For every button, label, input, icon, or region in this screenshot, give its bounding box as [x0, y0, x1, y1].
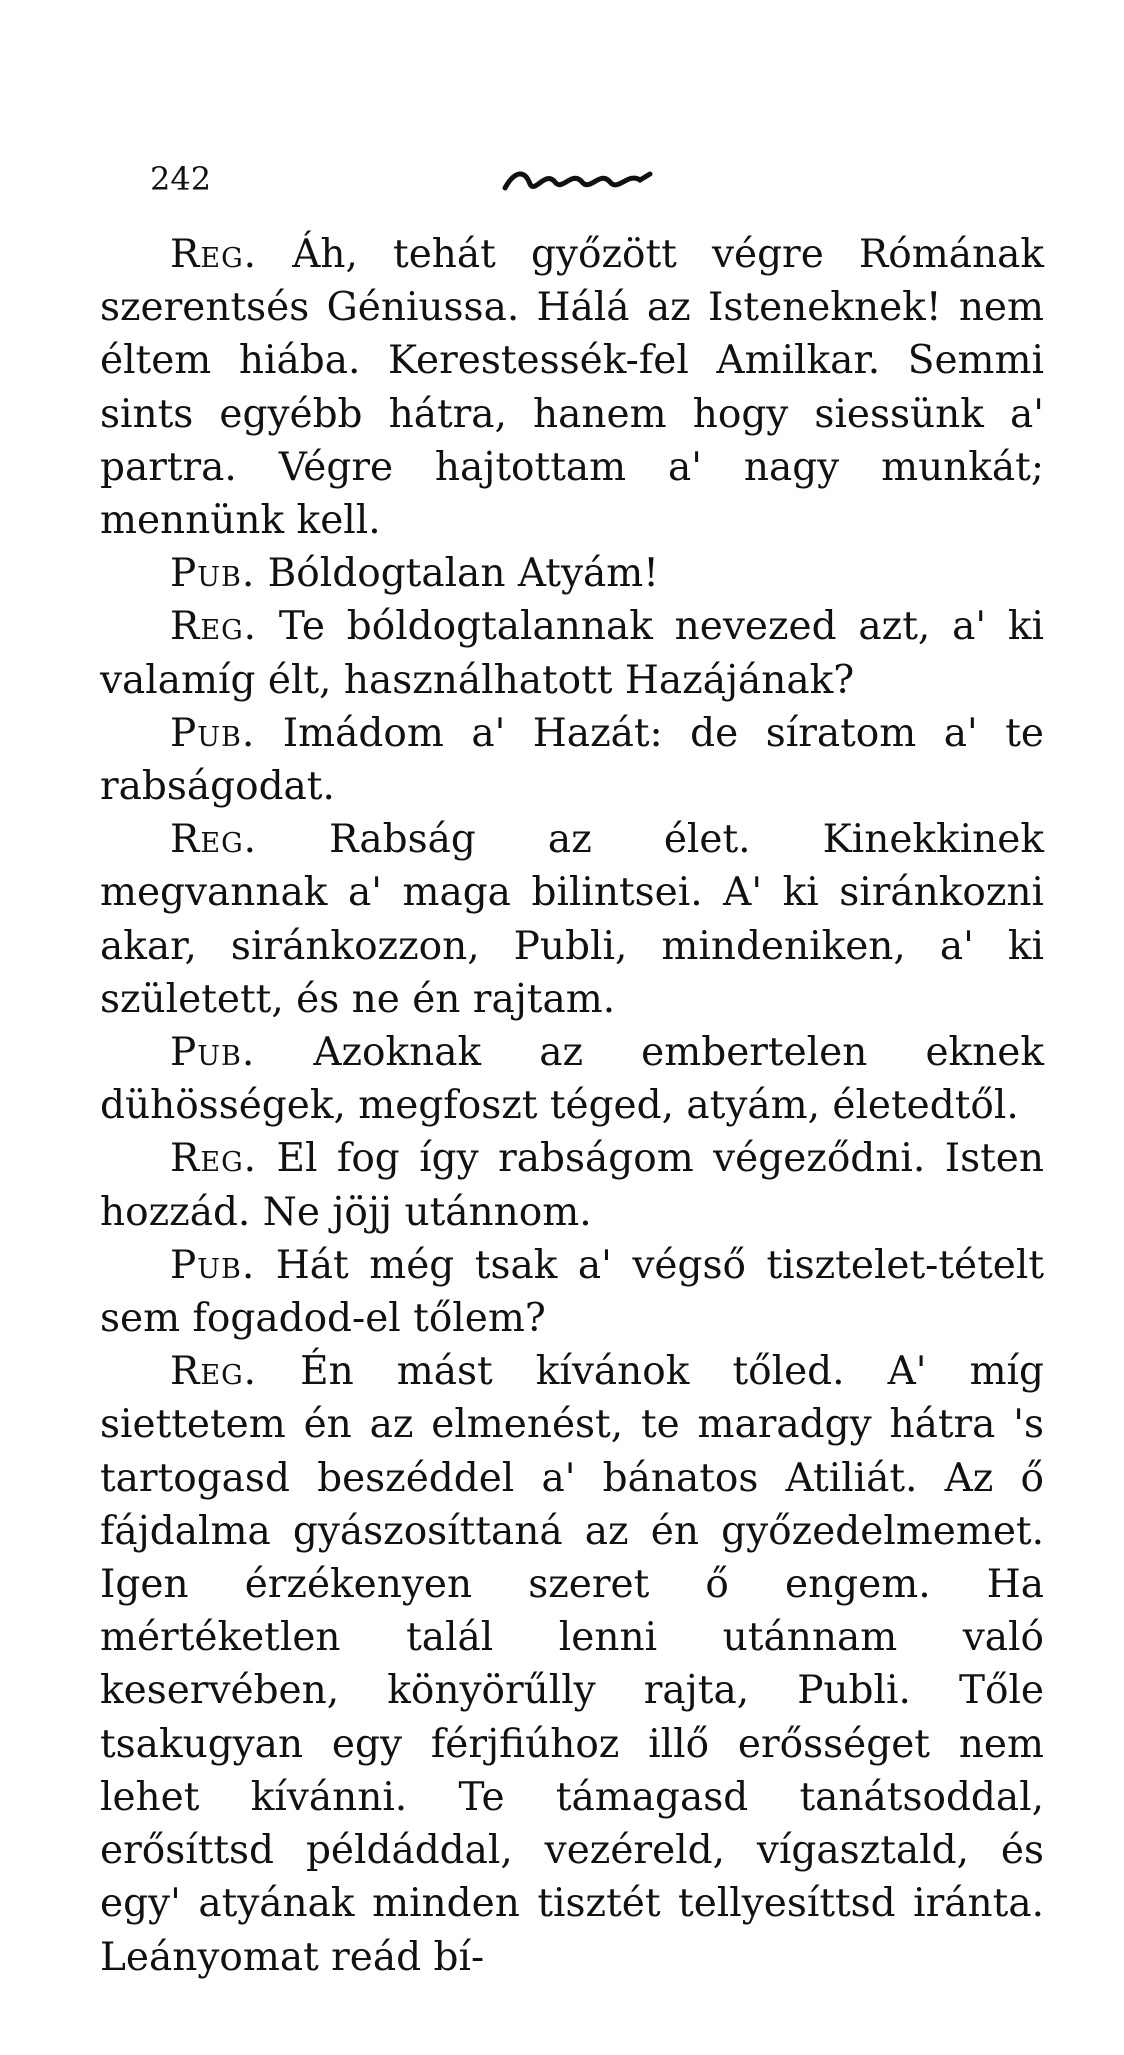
speaker-label: Pub. — [170, 710, 256, 756]
dialogue-paragraph — [100, 1345, 1044, 1983]
page-header — [100, 150, 1044, 210]
speaker-label: Reg. — [170, 1349, 258, 1395]
dialogue-text: Én mást kívánok tőled. A' míg siettetem én az elmenést, te maradgy hátra 's tartogasd beszéddel a' bánatos Atiliát. Az ő fájdalma gyászosíttaná az én győzedelmemet. Igen érzékenyen szeret ő engem. Ha mértéketlen talál lenni utánnam való keservében, könyörűlly rajta, Publi. Tőle tsakugyan egy férjfiúhoz illő erősséget nem lehet kívánni. Te támagasd tanátsoddal, erősíttsd példáddal, vezéreld, vígasztald, és egy' atyának minden tisztét tellyesíttsd iránta. Leányomat reád bí- — [100, 1349, 1044, 1980]
dialogue-text: Rabság az élet. Kinekkinek megvannak a' maga bilintsei. A' ki siránkozni akar, siránkozzon, Publi, mindeniken, a' ki született, és ne én rajtam. — [100, 817, 1044, 1022]
dialogue-text: Imádom a' Hazát: de síratom a' te rabságodat. — [100, 710, 1044, 810]
dialogue-paragraph — [100, 1132, 1044, 1238]
speaker-label: Reg. — [170, 604, 258, 650]
dialogue-paragraph — [100, 1239, 1044, 1345]
dialogue-paragraph — [100, 228, 1044, 547]
dialogue-text: Hát még tsak a' végső tisztelet-tételt sem fogadod-el tőlem? — [100, 1242, 1044, 1342]
dialogue-text: Bóldogtalan Atyám! — [267, 551, 659, 597]
speaker-label: Reg. — [170, 232, 258, 277]
dialogue-paragraph — [100, 600, 1044, 706]
dialogue-text: El fog így rabságom végeződni. Isten hozzád. Ne jöjj utánnom. — [100, 1136, 1044, 1235]
dialogue-paragraph — [100, 707, 1044, 813]
dialogue-text: Áh, tehát győzött végre Rómának szerentsés Géniussa. Hálá az Isteneknek! nem éltem hiába. Kerestessék-fel Amilkar. Semmi sints egyébb hátra, hanem hogy siessünk a' partra. Végre hajtottam a' nagy munkát; mennünk kell. — [100, 232, 1044, 544]
speaker-label: Pub. — [170, 1242, 256, 1288]
ornament-flourish-icon — [500, 160, 660, 200]
dialogue-paragraph — [100, 813, 1044, 1026]
speaker-label: Reg. — [170, 817, 258, 863]
speaker-label: Pub. — [170, 551, 256, 597]
dialogue-text: Azoknak az embertelen eknek dühösségek, megfoszt téged, atyám, életedtől. — [100, 1030, 1044, 1129]
speaker-label: Reg. — [170, 1136, 258, 1182]
text-block — [100, 228, 1044, 1984]
page-number: 242 — [150, 160, 212, 198]
speaker-label: Pub. — [170, 1030, 256, 1076]
dialogue-text: Te bóldogtalannak nevezed azt, a' ki valamíg élt, használhatott Hazájának? — [100, 604, 1044, 703]
dialogue-paragraph — [100, 547, 1044, 600]
dialogue-paragraph — [100, 1026, 1044, 1132]
